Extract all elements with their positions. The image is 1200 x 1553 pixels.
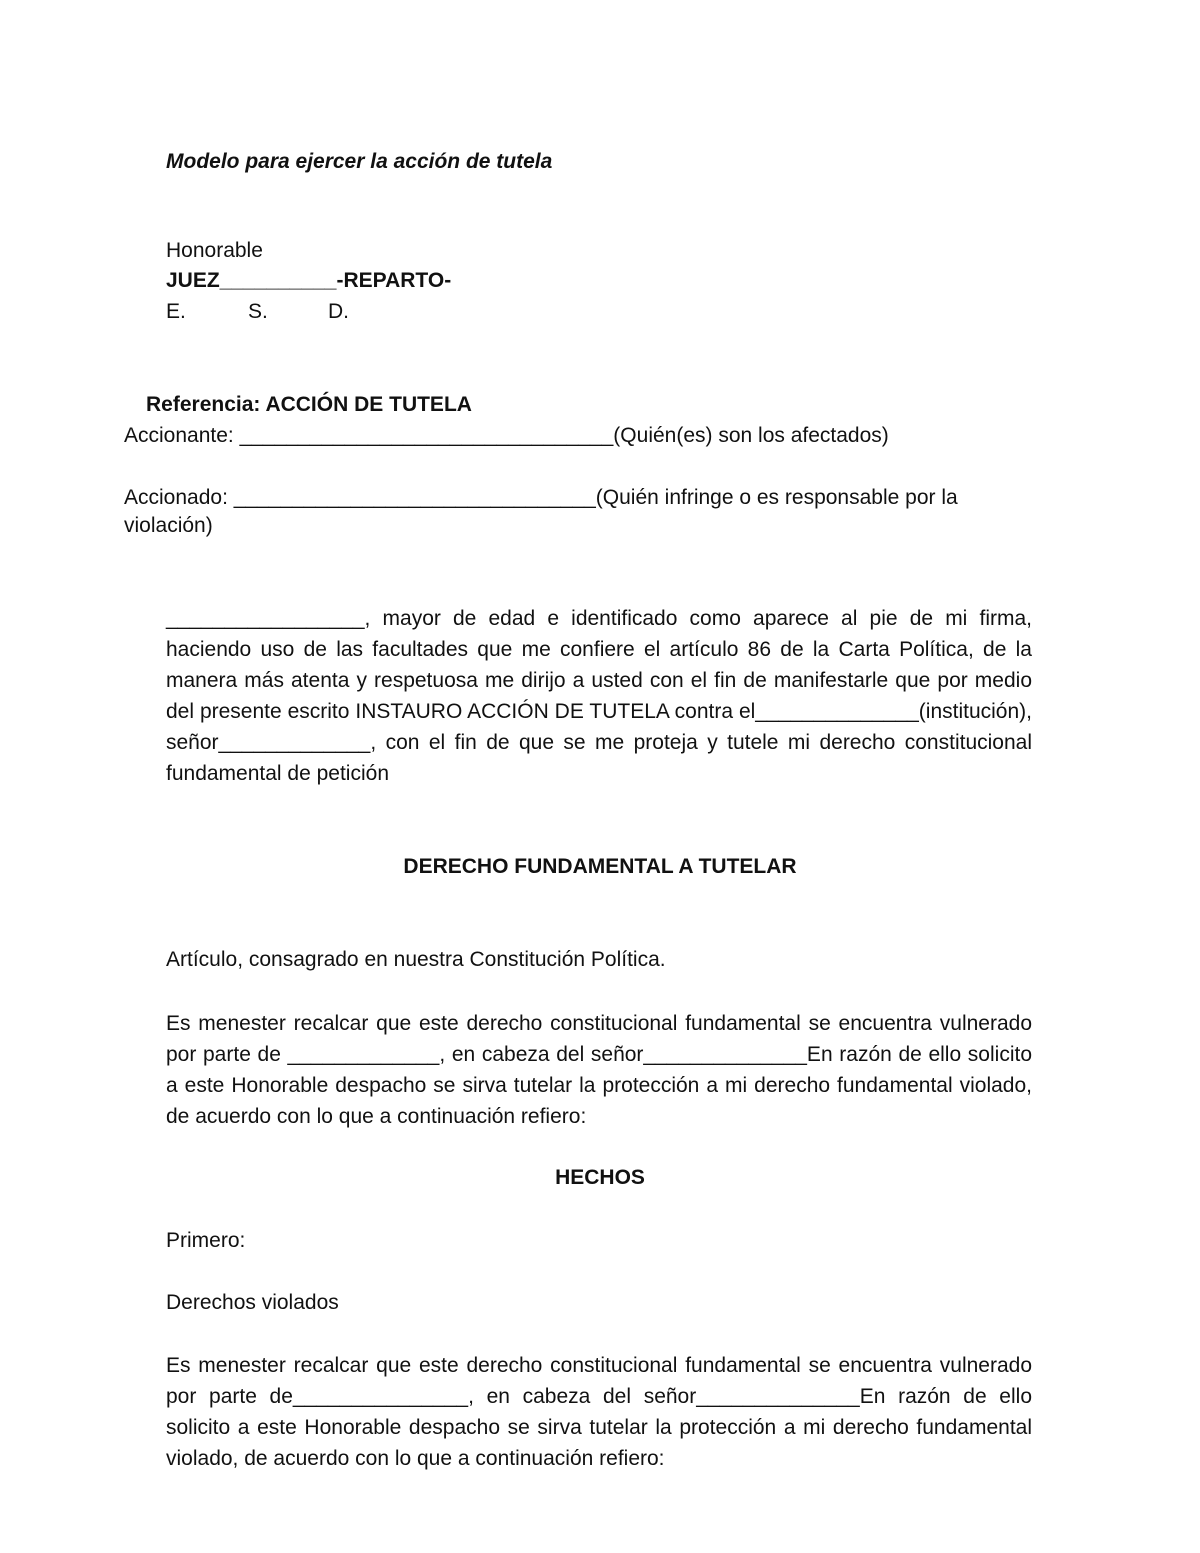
accionante-line: Accionante: ________________________________(Quién(es) son los afectados)	[124, 424, 889, 447]
accionado-line-1: Accionado: _______________________________(Quién infringe o es responsable por la	[124, 486, 958, 509]
articulo-line: Artículo, consagrado en nuestra Constitución Política.	[166, 948, 666, 971]
heading-derecho-fundamental: DERECHO FUNDAMENTAL A TUTELAR	[403, 855, 797, 878]
document-title: Modelo para ejercer la acción de tutela	[166, 150, 553, 173]
esd-e: E.	[166, 300, 186, 323]
esd-line	[166, 300, 349, 324]
esd-d: D.	[328, 300, 349, 323]
intro-paragraph: _________________, mayor de edad e identificado como aparece al pie de mi firma, haciendo uso de las facultades que me confiere el artículo 86 de la Carta Política, de la manera más atenta y respetuosa me dirijo a usted con el fin de manifestarle que por medio del presente escrito INSTAURO ACCIÓN DE TUTELA contra el______________(institución), señor_____________, con el fin de que se me proteja y tutele mi derecho constitucional fundamental de petición	[166, 607, 1032, 785]
derechos-violados-label: Derechos violados	[166, 1291, 339, 1314]
primero-label: Primero:	[166, 1229, 246, 1252]
heading-hechos: HECHOS	[555, 1166, 645, 1189]
esd-s: S.	[248, 300, 268, 323]
honorable-label: Honorable	[166, 239, 263, 262]
juez-line: JUEZ__________-REPARTO-	[166, 269, 452, 292]
paragraph-vulnerado-1: Es menester recalcar que este derecho constitucional fundamental se encuentra vulnerado por parte de _____________, en cabeza del señor______________En razón de ello solicito a este Honorable despacho se sirva tutelar la protección a mi derecho fundamental violado, de acuerdo con lo que a continuación refiero:	[166, 1012, 1032, 1128]
referencia-line: Referencia: ACCIÓN DE TUTELA	[146, 393, 472, 416]
paragraph-vulnerado-2: Es menester recalcar que este derecho constitucional fundamental se encuentra vulnerado por parte de_______________, en cabeza del señor______________En razón de ello solicito a este Honorable despacho se sirva tutelar la protección a mi derecho fundamental violado, de acuerdo con lo que a continuación refiero:	[166, 1354, 1032, 1470]
accionado-line-2: violación)	[124, 514, 213, 537]
